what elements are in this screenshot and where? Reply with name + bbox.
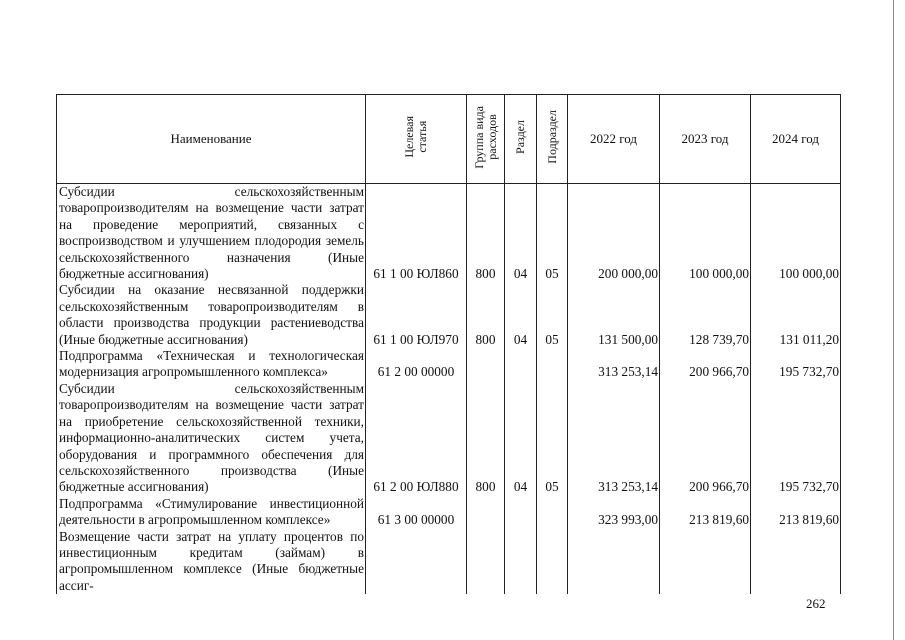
row-section bbox=[505, 529, 537, 595]
header-name: Наименование bbox=[57, 95, 366, 184]
header-expense-group-text: Группа вида расходов bbox=[471, 105, 499, 169]
row-name: Подпрограмма «Стимулирование инвестиционной деятельности в агропромышленном комплексе» bbox=[57, 496, 366, 529]
budget-table bbox=[56, 94, 841, 594]
row-subsection: 05 bbox=[537, 381, 568, 496]
row-name: Субсидии сельскохозяйственным товаропроизводителям на возмещение части затрат на проведение мероприятий, связанных с воспроизводством и улучшением плодородия земель сельскохозяйственного назначения (Иные бюджетные ассигнования) bbox=[57, 184, 366, 283]
page-edge-line bbox=[893, 0, 894, 640]
row-expense-group bbox=[467, 348, 505, 381]
row-name: Подпрограмма «Техническая и технологическая модернизация агропромышленного комплекса» bbox=[57, 348, 366, 381]
row-subsection bbox=[537, 496, 568, 529]
header-target-article bbox=[366, 95, 467, 184]
row-2022 bbox=[568, 529, 660, 595]
row-target-article: 61 1 00 ЮЛ970 bbox=[366, 282, 467, 348]
row-target-article bbox=[366, 529, 467, 595]
row-expense-group: 800 bbox=[467, 381, 505, 496]
header-2024: 2024 год bbox=[751, 95, 841, 184]
row-2023: 200 966,70 bbox=[660, 381, 751, 496]
table-row bbox=[57, 496, 841, 529]
row-section bbox=[505, 348, 537, 381]
header-expense-group bbox=[467, 95, 505, 184]
header-2023: 2023 год bbox=[660, 95, 751, 184]
table-row bbox=[57, 282, 841, 348]
header-section-text: Раздел bbox=[513, 120, 527, 154]
row-expense-group: 800 bbox=[467, 282, 505, 348]
row-2022: 200 000,00 bbox=[568, 184, 660, 283]
row-name: Возмещение части затрат на уплату процентов по инвестиционным кредитам (займам) в агропромышленном комплексе (Иные бюджетные ассиг- bbox=[57, 529, 366, 595]
row-expense-group bbox=[467, 496, 505, 529]
header-subsection bbox=[537, 95, 568, 184]
row-2024: 131 011,20 bbox=[751, 282, 841, 348]
row-section: 04 bbox=[505, 381, 537, 496]
row-name: Субсидии сельскохозяйственным товаропроизводителям на возмещение части затрат на приобретение сельскохозяйственной техники, информационно-аналитических систем учета, оборудования и программного обеспечения для сельскохозяйственного производства (Иные бюджетные ассигнования) bbox=[57, 381, 366, 496]
header-target-article-text: Целевая статья bbox=[402, 116, 429, 158]
header-2022: 2022 год bbox=[568, 95, 660, 184]
row-2023 bbox=[660, 529, 751, 595]
row-2024: 195 732,70 bbox=[751, 348, 841, 381]
row-subsection bbox=[537, 348, 568, 381]
row-2022: 323 993,00 bbox=[568, 496, 660, 529]
row-2022: 313 253,14 bbox=[568, 381, 660, 496]
header-row bbox=[57, 95, 841, 184]
row-2024: 100 000,00 bbox=[751, 184, 841, 283]
row-target-article: 61 2 00 ЮЛ880 bbox=[366, 381, 467, 496]
row-subsection: 05 bbox=[537, 282, 568, 348]
table-row bbox=[57, 529, 841, 595]
row-2023: 200 966,70 bbox=[660, 348, 751, 381]
row-target-article: 61 1 00 ЮЛ860 bbox=[366, 184, 467, 283]
row-2022: 131 500,00 bbox=[568, 282, 660, 348]
row-2023: 128 739,70 bbox=[660, 282, 751, 348]
row-2024: 195 732,70 bbox=[751, 381, 841, 496]
row-section: 04 bbox=[505, 282, 537, 348]
row-2024: 213 819,60 bbox=[751, 496, 841, 529]
page-number: 262 bbox=[806, 596, 826, 611]
row-2023: 100 000,00 bbox=[660, 184, 751, 283]
row-expense-group bbox=[467, 529, 505, 595]
row-section: 04 bbox=[505, 184, 537, 283]
header-subsection-text: Подраздел bbox=[544, 110, 559, 164]
row-2022: 313 253,14 bbox=[568, 348, 660, 381]
header-section bbox=[505, 95, 537, 184]
table-row bbox=[57, 184, 841, 283]
row-target-article: 61 3 00 00000 bbox=[366, 496, 467, 529]
row-subsection bbox=[537, 529, 568, 595]
row-2024 bbox=[751, 529, 841, 595]
row-subsection: 05 bbox=[537, 184, 568, 283]
row-name: Субсидии на оказание несвязанной поддержки сельскохозяйственным товаропроизводителям в области производства продукции растениеводства (Иные бюджетные ассигнования) bbox=[57, 282, 366, 348]
row-target-article: 61 2 00 00000 bbox=[366, 348, 467, 381]
row-section bbox=[505, 496, 537, 529]
row-2023: 213 819,60 bbox=[660, 496, 751, 529]
table-row bbox=[57, 381, 841, 496]
row-expense-group: 800 bbox=[467, 184, 505, 283]
table-row bbox=[57, 348, 841, 381]
